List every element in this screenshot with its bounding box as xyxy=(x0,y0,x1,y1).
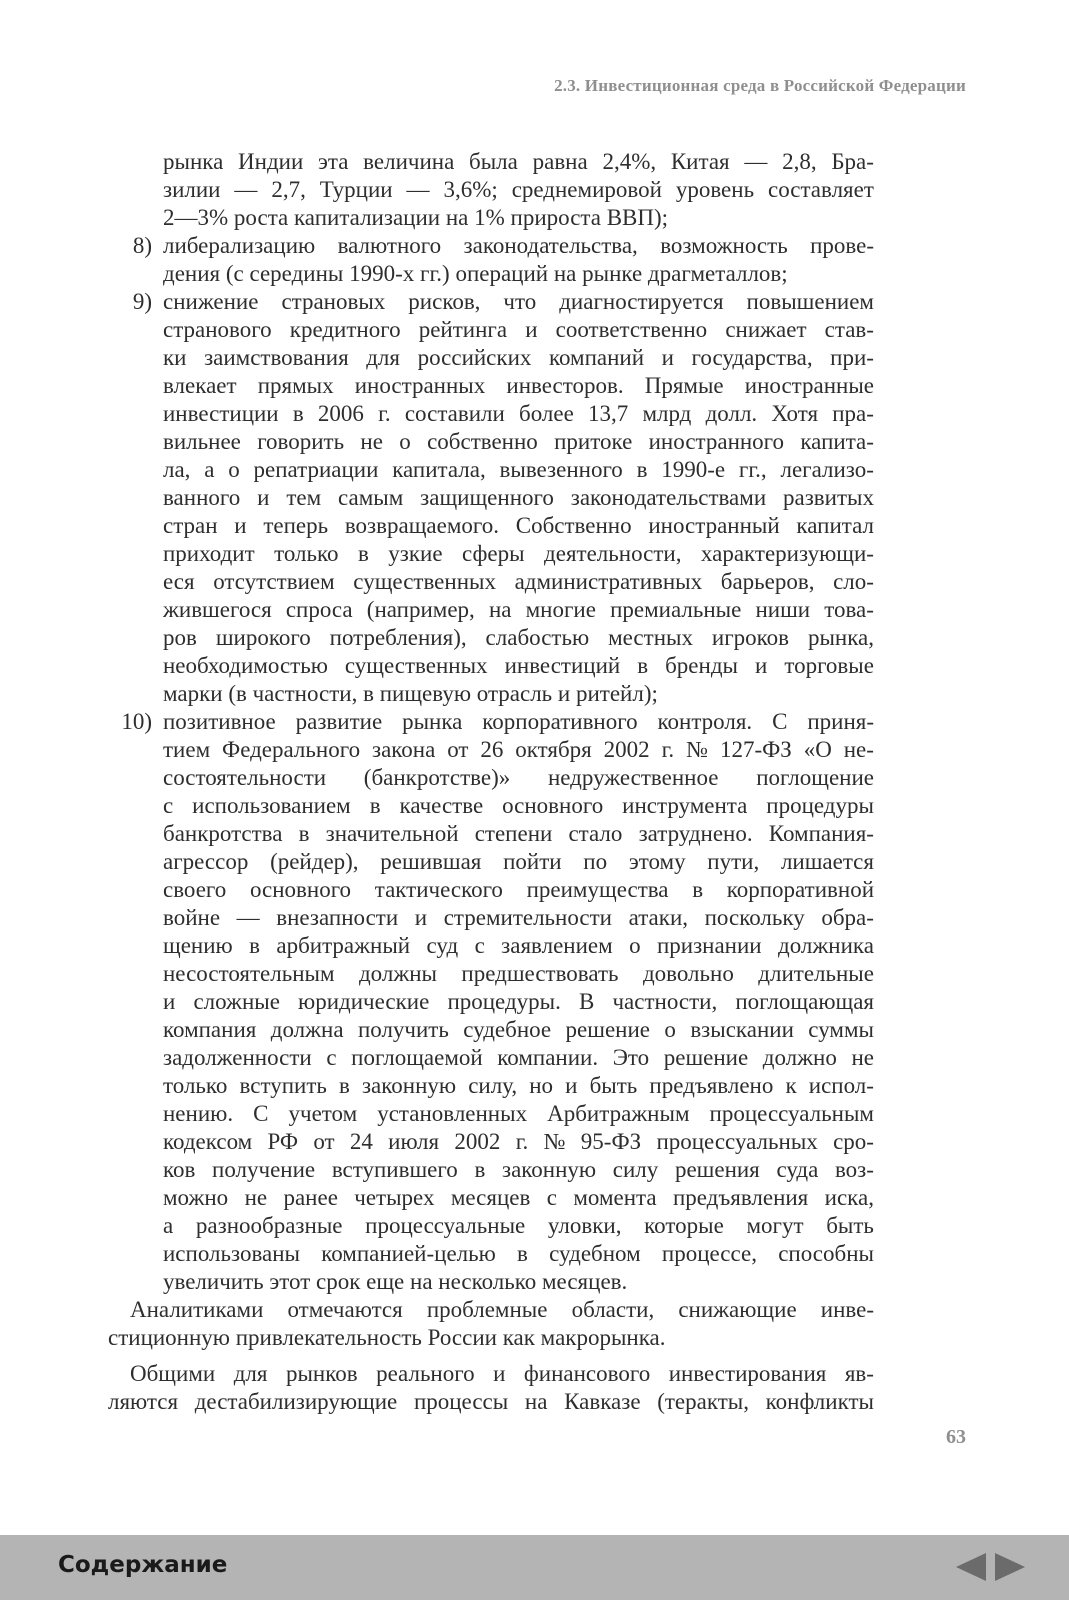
text-line: странового кредитного рейтинга и соответственно снижает став- xyxy=(163,317,874,342)
text-line: инвестиции в 2006 г. составили более 13,7 млрд долл. Хотя пра- xyxy=(163,401,874,426)
footer-bar xyxy=(0,1535,1069,1600)
list-item-9 xyxy=(108,288,874,708)
text-line: ров широкого потребления), слабостью местных игроков рынка, xyxy=(163,625,874,650)
paragraph-line: ляются дестабилизирующие процессы на Кавказе (теракты, конфликты xyxy=(108,1389,874,1414)
text-line: можно не ранее четырех месяцев с момента предъявления иска, xyxy=(163,1185,874,1210)
next-page-button[interactable] xyxy=(993,1549,1029,1585)
text-line: задолженности с поглощаемой компании. Это решение должно не xyxy=(163,1045,874,1070)
text-line: зилии — 2,7, Турции — 3,6%; среднемировой уровень составляет xyxy=(163,177,874,202)
list-number: 10) xyxy=(121,709,152,734)
triangle-left-icon xyxy=(952,1549,988,1585)
text-line: 2—3% роста капитализации на 1% прироста ВВП); xyxy=(163,205,669,230)
paragraph-line: Общими для рынков реального и финансового инвестирования яв- xyxy=(130,1361,874,1386)
body-text xyxy=(108,148,874,1416)
text-line: снижение страновых рисков, что диагностируется повышением xyxy=(163,289,874,314)
text-line: дения (с середины 1990-х гг.) операций на рынке драгметаллов; xyxy=(163,261,788,286)
text-line: компания должна получить судебное решение о взыскании суммы xyxy=(163,1017,874,1042)
text-line: кодексом РФ от 24 июля 2002 г. № 95-ФЗ процессуальных сро- xyxy=(163,1129,874,1154)
list-number: 8) xyxy=(132,233,152,258)
list-number: 9) xyxy=(132,289,152,314)
paragraph-line: Аналитиками отмечаются проблемные области, снижающие инве- xyxy=(130,1297,874,1322)
text-line: увеличить этот срок еще на несколько месяцев. xyxy=(163,1269,628,1294)
page-number: 63 xyxy=(946,1426,966,1448)
text-line: вильнее говорить не о собственно притоке иностранного капита- xyxy=(163,429,874,454)
toc-link[interactable]: Содержание xyxy=(58,1552,228,1578)
text-line: марки (в частности, в пищевую отрасль и ритейл); xyxy=(163,681,658,706)
text-line: ванного и тем самым защищенного законодательствами развитых xyxy=(163,485,874,510)
text-line: позитивное развитие рынка корпоративного контроля. С приня- xyxy=(163,709,874,734)
text-line: необходимостью существенных инвестиций в бренды и торговые xyxy=(163,653,874,678)
text-line: ла, а о репатриации капитала, вывезенного в 1990-е гг., легализо- xyxy=(163,457,874,482)
text-line: с использованием в качестве основного инструмента процедуры xyxy=(163,793,874,818)
text-line: ков получение вступившего в законную силу решения суда воз- xyxy=(163,1157,874,1182)
text-line: ки заимствования для российских компаний и государства, при- xyxy=(163,345,874,370)
text-line: своего основного тактического преимущества в корпоративной xyxy=(163,877,874,902)
triangle-right-icon xyxy=(993,1549,1029,1585)
text-line: а разнообразные процессуальные уловки, которые могут быть xyxy=(163,1213,874,1238)
text-line: жившегося спроса (например, на многие премиальные ниши това- xyxy=(163,597,874,622)
text-line: только вступить в законную силу, но и быть предъявлено к испол- xyxy=(163,1073,874,1098)
prev-page-button[interactable] xyxy=(952,1549,988,1585)
text-line: войне — внезапности и стремительности атаки, поскольку обра- xyxy=(163,905,874,930)
text-line: несостоятельным должны предшествовать довольно длительные xyxy=(163,961,874,986)
text-line: банкротства в значительной степени стало затруднено. Компания- xyxy=(163,821,874,846)
text-line: состоятельности (банкротстве)» недружественное поглощение xyxy=(163,765,874,790)
text-line: нению. С учетом установленных Арбитражным процессуальным xyxy=(163,1101,874,1126)
text-line: использованы компанией-целью в судебном процессе, способны xyxy=(163,1241,874,1266)
text-line: и сложные юридические процедуры. В частности, поглощающая xyxy=(163,989,874,1014)
text-line: приходит только в узкие сферы деятельности, характеризующи- xyxy=(163,541,874,566)
list-item-8 xyxy=(108,232,874,288)
text-line: агрессор (рейдер), решившая пойти по этому пути, лишается xyxy=(163,849,874,874)
text-line: рынка Индии эта величина была равна 2,4%, Китая — 2,8, Бра- xyxy=(163,149,874,174)
text-line: стран и теперь возвращаемого. Собственно иностранный капитал xyxy=(163,513,874,538)
text-line: либерализацию валютного законодательства, возможность прове- xyxy=(163,233,874,258)
text-line: влекает прямых иностранных инвесторов. Прямые иностранные xyxy=(163,373,874,398)
running-header: 2.3. Инвестиционная среда в Российской Федерации xyxy=(554,76,966,95)
paragraph-line: стиционную привлекательность России как макрорынка. xyxy=(108,1325,666,1350)
text-line: щению в арбитражный суд с заявлением о признании должника xyxy=(163,933,874,958)
text-line: тием Федерального закона от 26 октября 2002 г. № 127-ФЗ «О не- xyxy=(163,737,874,762)
list-item-10 xyxy=(108,708,874,1296)
text-line: еся отсутствием существенных административных барьеров, сло- xyxy=(163,569,874,594)
